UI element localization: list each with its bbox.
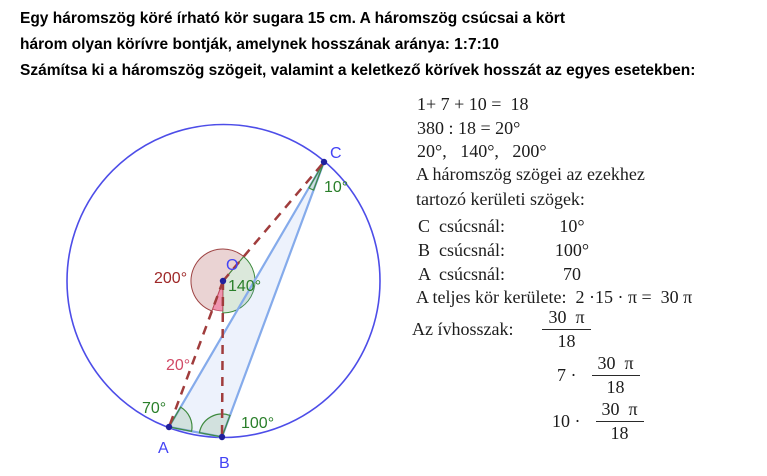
- vertex-angle-row-a: [418, 264, 594, 285]
- vertex-row-label: C csúcsnál:: [418, 216, 505, 236]
- label-central-20: 20°: [166, 357, 191, 374]
- fraction: [592, 354, 640, 397]
- vertex-row-value: 10°: [559, 216, 585, 236]
- arc-length-row-2: [557, 354, 640, 397]
- solution-central-angles-line: 20°, 140°, 200°: [417, 141, 547, 161]
- fraction-numerator: 30 π: [601, 399, 638, 419]
- point-a: [166, 424, 172, 430]
- solution-sum-line: 1+ 7 + 10 = 18: [417, 94, 529, 114]
- fraction: [596, 400, 644, 443]
- vertex-angle-row-b: [418, 240, 594, 261]
- point-o: [220, 278, 226, 284]
- vertex-row-label: B csúcsnál:: [418, 240, 505, 260]
- label-center-o: O: [226, 257, 239, 274]
- label-central-140: 140°: [228, 278, 262, 295]
- arc-row-prefix: 10 ·: [552, 411, 581, 431]
- vertex-row-value: 100°: [554, 240, 590, 260]
- triangle-abc: [169, 162, 324, 437]
- label-vertex-c: C: [330, 145, 342, 162]
- arc-row-prefix: Az ívhosszak:: [412, 319, 514, 339]
- fraction-denominator: 18: [592, 375, 640, 397]
- point-b: [219, 434, 225, 440]
- arc-row-prefix: 7 ·: [557, 365, 577, 385]
- fraction-denominator: 18: [542, 329, 590, 351]
- arc-length-row-3: [552, 400, 644, 443]
- vertex-row-label: A csúcsnál:: [418, 264, 505, 284]
- problem-line-2: három olyan körívre bontják, amelynek hosszának aránya: 1:7:10: [20, 36, 499, 53]
- solution-intro-line-1: A háromszög szögei az ezekhez: [416, 164, 645, 184]
- label-vertex-a: A: [158, 440, 169, 457]
- point-c: [321, 159, 327, 165]
- arc-length-row-1: [412, 308, 591, 351]
- fraction-denominator: 18: [596, 421, 644, 443]
- solution-division-line: 380 : 18 = 20°: [417, 118, 521, 138]
- label-vertex-b: B: [219, 455, 230, 472]
- circumference-line: A teljes kör kerülete: 2 ·15 · π = 30 π: [416, 287, 693, 307]
- label-vertex-angle-10: 10°: [324, 179, 349, 196]
- vertex-angle-row-c: [418, 216, 594, 237]
- problem-line-3: Számítsa ki a háromszög szögeit, valamint a keletkező körívek hosszát az egyes esetekben:: [20, 62, 696, 79]
- fraction-numerator: 30 π: [597, 353, 634, 373]
- fraction-numerator: 30 π: [548, 307, 585, 327]
- label-vertex-angle-100: 100°: [241, 415, 275, 432]
- circle-diagram: [0, 85, 420, 476]
- solution-intro-line-2: tartozó kerületi szögek:: [416, 189, 585, 209]
- fraction: [542, 308, 590, 351]
- vertex-row-value: 70: [563, 264, 581, 284]
- problem-line-1: Egy háromszög köré írható kör sugara 15 cm. A háromszög csúcsai a kört: [20, 10, 565, 27]
- label-central-200: 200°: [154, 270, 188, 287]
- label-vertex-angle-70: 70°: [142, 400, 167, 417]
